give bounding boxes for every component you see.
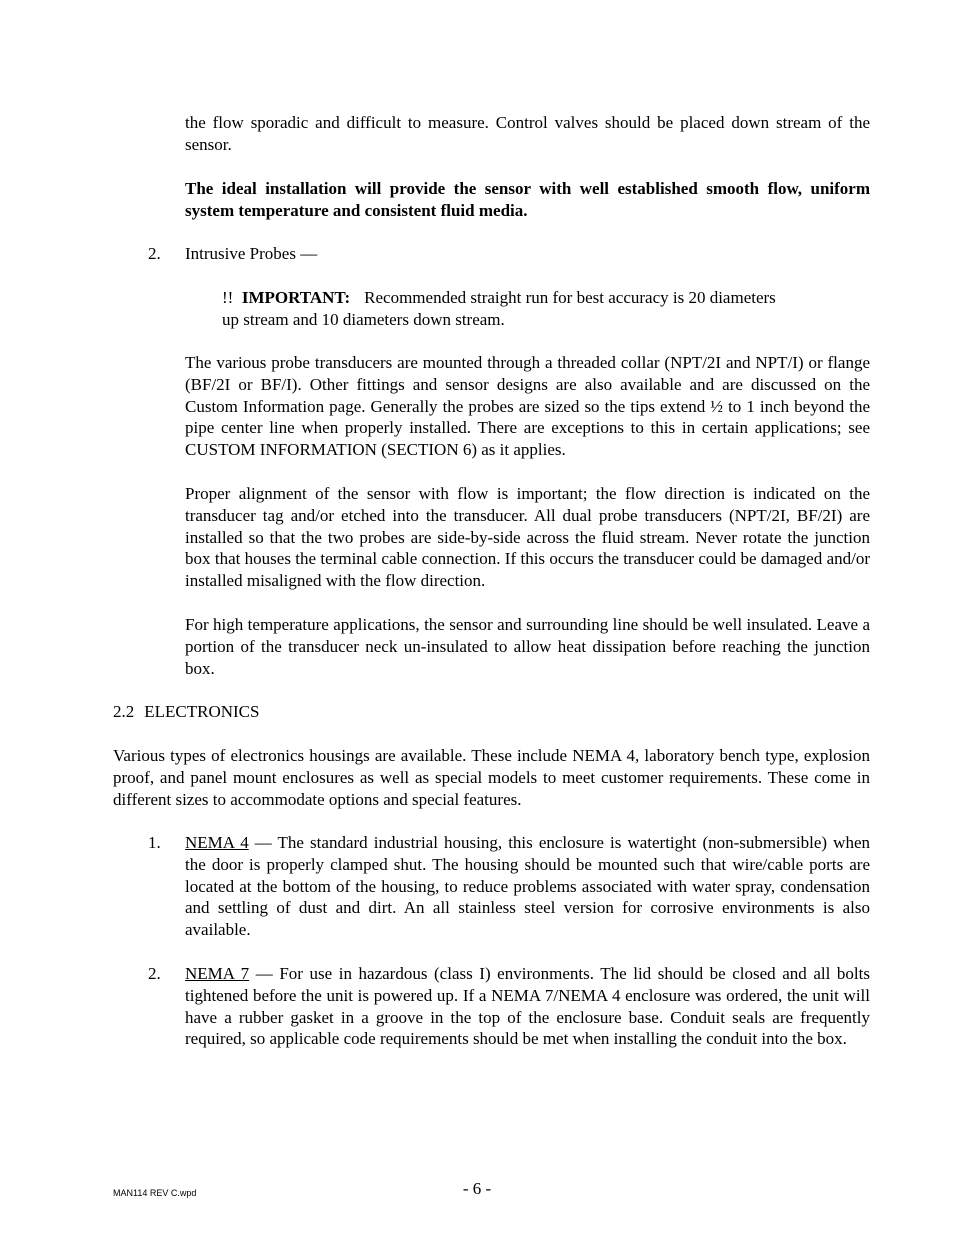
- list-number-intrusive-probes: 2.: [148, 244, 161, 263]
- section-number: 2.2: [113, 702, 135, 721]
- section-title: ELECTRONICS: [144, 702, 260, 721]
- paragraph-high-temperature: For high temperature applications, the sensor and surrounding line should be well insulated. Leave a portion of the transducer neck un-insulated to allow heat dissipation before reaching the junction box.: [185, 615, 870, 678]
- text-nema7: — For use in hazardous (class I) environments. The lid should be closed and all bolts tightened before the unit is powered up. If a NEMA 7/NEMA 4 enclosure was ordered, the unit will have a rubber gasket in a groove in the top of the enclosure base. Conduit seals are frequently required, so applicable code requirements should be met when installing the conduit into the box.: [185, 964, 870, 1049]
- text-nema4: — The standard industrial housing, this enclosure is watertight (non-submersible) when the door is properly clamped shut. The housing should be mounted such that wire/cable ports are located at the bottom of the housing, to reduce problems associated with water spray, condensation and settling of dust and dirt. An all stainless steel version for corrosive environments is also available.: [185, 833, 870, 940]
- footer-page-number: - 6 -: [462, 1179, 492, 1198]
- list-item-nema7: [185, 963, 870, 1050]
- list-number-nema7: 2.: [148, 964, 161, 983]
- important-label: IMPORTANT:: [241, 288, 351, 307]
- term-nema4: NEMA 4: [185, 833, 249, 852]
- important-text: Recommended straight run for best accuracy is 20 diameters up stream and 10 diameters down stream.: [222, 288, 776, 329]
- list-title-intrusive-probes: Intrusive Probes —: [185, 244, 318, 263]
- paragraph-proper-alignment: Proper alignment of the sensor with flow is important; the flow direction is indicated on the transducer tag and/or etched into the transducer. All dual probe transducers (NPT/2I, BF/2I) are installed so that the two probes are side-by-side across the fluid stream. Never rotate the junction box that houses the terminal cable connection. If this occurs the transducer could be damaged and/or installed misaligned with the flow direction.: [185, 484, 870, 591]
- important-mark: !!: [222, 288, 234, 307]
- section-heading-electronics: [113, 701, 259, 723]
- list-number-nema4: 1.: [148, 833, 161, 852]
- important-note: [222, 287, 782, 331]
- list-item-nema4: [185, 832, 870, 941]
- footer-filename: MAN114 REV C.wpd: [113, 1188, 197, 1198]
- paragraph-ideal-installation: The ideal installation will provide the sensor with well established smooth flow, uniform system temperature and consistent fluid media.: [185, 179, 870, 220]
- paragraph-flow-sporadic: the flow sporadic and difficult to measure. Control valves should be placed down stream of the sensor.: [185, 113, 870, 154]
- paragraph-probe-transducers: The various probe transducers are mounted through a threaded collar (NPT/2I and NPT/I) or flange (BF/2I or BF/I). Other fittings and sensor designs are also available and are discussed on the Custom Information page. Generally the probes are sized so the tips extend ½ to 1 inch beyond the pipe center line when properly installed. There are exceptions to this in certain applications; see CUSTOM INFORMATION (SECTION 6) as it applies.: [185, 353, 870, 460]
- paragraph-electronics-intro: Various types of electronics housings are available. These include NEMA 4, laboratory bench type, explosion proof, and panel mount enclosures as well as special models to meet customer requirements. These come in different sizes to accommodate options and special features.: [113, 746, 870, 809]
- term-nema7: NEMA 7: [185, 964, 250, 983]
